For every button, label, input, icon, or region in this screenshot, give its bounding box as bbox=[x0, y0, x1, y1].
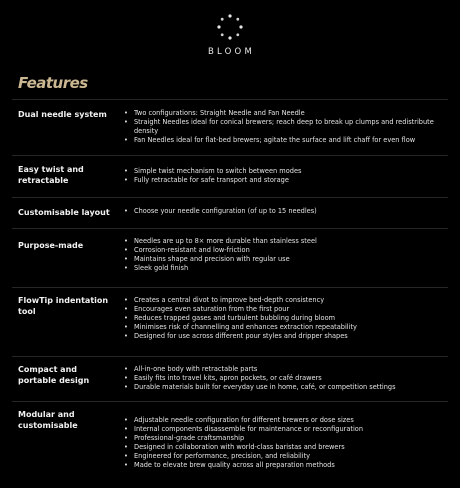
feature-bullets bbox=[123, 207, 451, 216]
row-divider bbox=[12, 356, 448, 357]
feature-bullet: • Internal components disassemble for maintenance or reconfiguration bbox=[123, 425, 451, 434]
feature-bullet: • Corrosion-resistant and low-friction bbox=[123, 246, 451, 255]
feature-bullet: • Sleek gold finish bbox=[123, 264, 451, 273]
feature-bullet: • Minimises risk of channelling and enhances extraction repeatability bbox=[123, 323, 451, 332]
row-divider bbox=[12, 401, 448, 402]
row-divider bbox=[12, 155, 448, 156]
feature-bullet: • Designed in collaboration with world-class baristas and brewers bbox=[123, 443, 451, 452]
feature-title: Purpose-made bbox=[18, 241, 84, 250]
feature-bullet: • Encourages even saturation from the first pour bbox=[123, 305, 451, 314]
dot-ring-logo-icon bbox=[215, 12, 245, 42]
brand-logo bbox=[0, 12, 460, 57]
feature-title: Easy twist and retractable bbox=[18, 165, 84, 185]
feature-bullet: • Choose your needle configuration (of up to 15 needles) bbox=[123, 207, 451, 216]
feature-bullet: • Durable materials built for everyday use in home, café, or competition settings bbox=[123, 383, 451, 392]
row-divider bbox=[12, 99, 448, 100]
feature-bullet: • Fully retractable for safe transport and storage bbox=[123, 176, 451, 185]
feature-bullets bbox=[123, 167, 451, 185]
feature-bullets bbox=[123, 416, 451, 471]
feature-bullet: • Professional-grade craftsmanship bbox=[123, 434, 451, 443]
row-divider bbox=[12, 197, 448, 198]
feature-title: Customisable layout bbox=[18, 208, 110, 217]
feature-bullet: • Two configurations: Straight Needle and Fan Needle bbox=[123, 109, 451, 118]
feature-bullets bbox=[123, 109, 451, 145]
feature-title: Compact and portable design bbox=[18, 365, 90, 385]
feature-bullet: • Straight Needles ideal for conical brewers; reach deep to break up clumps and redistribute density bbox=[123, 118, 451, 136]
row-divider bbox=[12, 228, 448, 229]
feature-bullet: • All-in-one body with retractable parts bbox=[123, 365, 451, 374]
feature-bullet: • Maintains shape and precision with regular use bbox=[123, 255, 451, 264]
feature-bullet: • Made to elevate brew quality across all preparation methods bbox=[123, 461, 451, 470]
feature-bullet: • Needles are up to 8× more durable than stainless steel bbox=[123, 237, 451, 246]
feature-bullet: • Reduces trapped gases and turbulent bubbling during bloom bbox=[123, 314, 451, 323]
feature-bullet: • Simple twist mechanism to switch between modes bbox=[123, 167, 451, 176]
feature-bullets bbox=[123, 296, 451, 341]
brand-name: BLOOM bbox=[208, 47, 255, 57]
feature-title: Modular and customisable bbox=[18, 410, 78, 430]
feature-bullet: • Fan Needles ideal for flat-bed brewers; agitate the surface and lift chaff for even flow bbox=[123, 136, 451, 145]
feature-bullet: • Engineered for performance, precision, and reliability bbox=[123, 452, 451, 461]
feature-bullets bbox=[123, 237, 451, 273]
row-divider bbox=[12, 287, 448, 288]
feature-bullet: • Easily fits into travel kits, apron pockets, or café drawers bbox=[123, 374, 451, 383]
feature-bullet: • Designed for use across different pour styles and dripper shapes bbox=[123, 332, 451, 341]
section-title: Features bbox=[18, 74, 88, 92]
feature-title: FlowTip indentation tool bbox=[18, 296, 109, 316]
feature-bullet: • Adjustable needle configuration for different brewers or dose sizes bbox=[123, 416, 451, 425]
feature-title: Dual needle system bbox=[18, 110, 107, 119]
feature-bullets bbox=[123, 365, 451, 392]
feature-bullet: • Creates a central divot to improve bed-depth consistency bbox=[123, 296, 451, 305]
